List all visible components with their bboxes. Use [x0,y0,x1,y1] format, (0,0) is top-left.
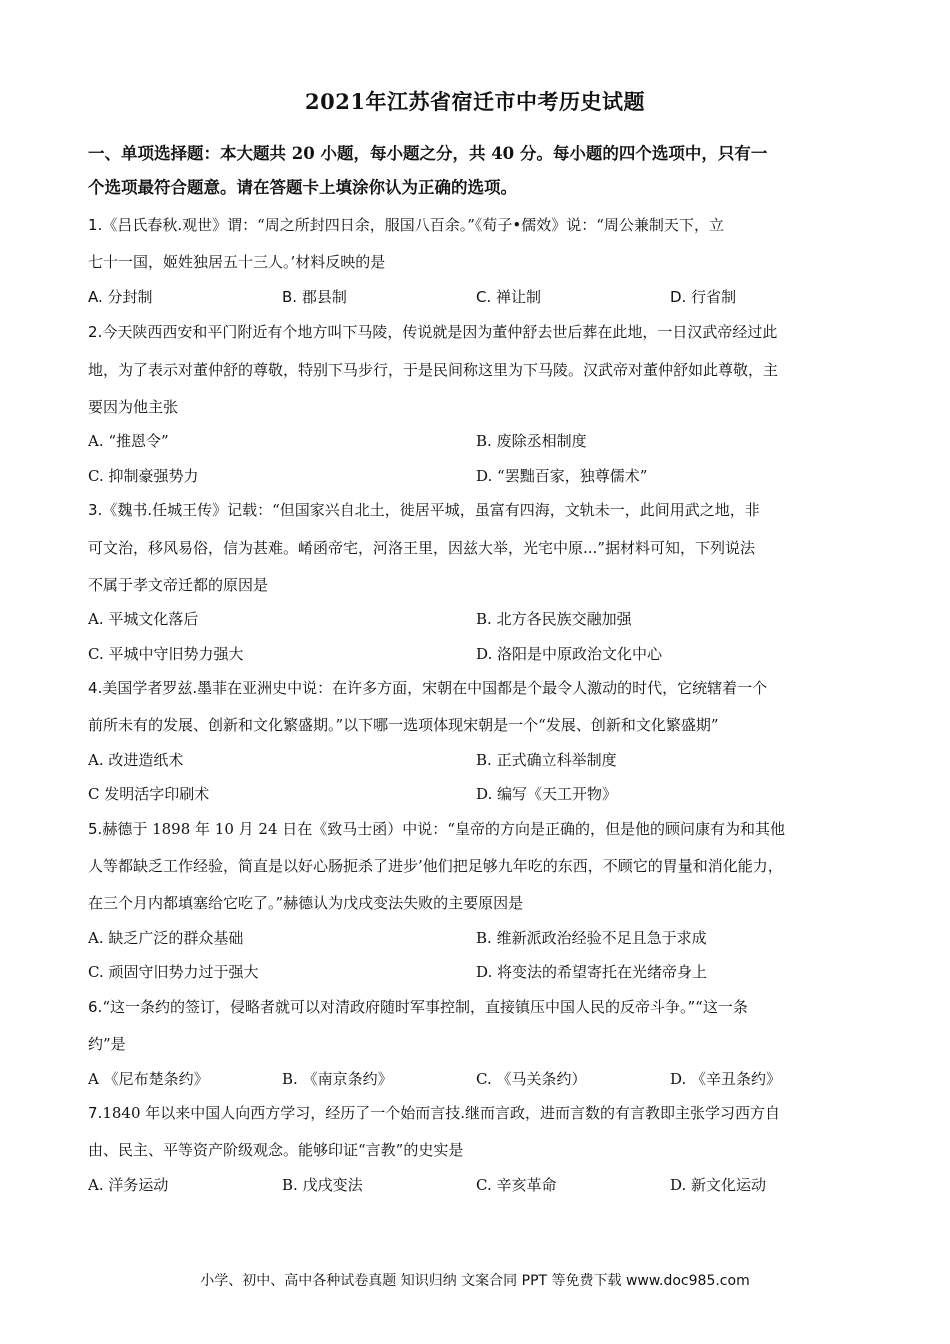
option-a[interactable]: A. 分封制 [88,288,153,306]
question-number: 6. [88,998,103,1016]
question-text: 《吕氏春秋.观世》谓：“周之所封四日余，服国八百余。”《荀子•儒效》说：“周公兼制天下，立 [102,216,724,234]
question-number: 3. [88,501,103,519]
option-a[interactable]: A 《尼布楚条约》 [88,1070,209,1088]
footer-link[interactable]: 小学、初中、高中各种试卷真题 知识归纳 文案合同 PPT 等免费下载 www.doc985.com [200,1273,750,1289]
option-d[interactable]: D. 洛阳是中原政治文化中心 [476,645,663,663]
question-7-line-1 [88,1102,780,1123]
option-d[interactable]: D. 行省制 [670,288,737,306]
option-d[interactable]: D. 将变法的希望寄托在光绪帝身上 [476,963,708,981]
question-3-line-1 [88,499,760,520]
option-b[interactable]: B. 废除丞相制度 [476,432,587,450]
option-c[interactable]: C 发明活字印刷术 [88,785,210,803]
question-text: 美国学者罗兹.墨菲在亚洲史中说：在许多方面，宋朝在中国都是个最令人激动的时代，它统辖着一个 [102,679,768,697]
question-number: 2. [88,323,103,341]
question-4-line-2: 前所未有的发展、创新和文化繁盛期。”以下哪一选项体现宋朝是一个“发展、创新和文化繁盛期” [88,716,719,734]
option-d[interactable]: D. 《辛丑条约》 [670,1070,782,1088]
question-5-line-1 [88,818,785,839]
question-text: 1840 年以来中国人向西方学习，经历了一个始而言技.继而言政，进而言数的有言教即主张学习西方自 [102,1104,781,1122]
question-text: 今天陕西西安和平门附近有个地方叫下马陵，传说就是因为董仲舒去世后葬在此地，一日汉武帝经过此 [102,323,778,341]
option-c[interactable]: C. 禅让制 [476,288,542,306]
option-c[interactable]: C. 《马关条约） [476,1070,587,1088]
question-2-line-3: 要因为他主张 [88,398,179,416]
option-b[interactable]: B. 维新派政治经验不足且急于求成 [476,929,707,947]
question-number: 7. [88,1104,103,1122]
question-3-line-2: 可文治，移风易俗，信为甚难。崤函帝宅，河洛王里，因兹大举，光宅中原...”据材料可知，下列说法 [88,539,755,557]
question-1-line-2: 七十一国，姬姓独居五十三人。’材料反映的是 [88,253,386,271]
question-3-line-3: 不属于孝文帝迁都的原因是 [88,576,269,594]
question-number: 5. [88,820,103,838]
question-number: 1. [88,216,103,234]
question-5-line-2: 人等都缺乏工作经验，简直是以好心肠扼杀了进步’他们把足够九年吃的东西，不顾它的胃量和消化能力， [88,857,783,875]
section-heading-line-2: 个选项最符合题意。请在答题卡上填涂你认为正确的选项。 [88,178,517,197]
option-c[interactable]: C. 辛亥革命 [476,1176,557,1194]
question-5-line-3: 在三个月内都填塞给它吃了。”赫德认为戊戌变法失败的主要原因是 [88,894,524,912]
question-text: 《魏书.任城王传》记载：“但国家兴自北土，徙居平城，虽富有四海，文轨未一，此间用武之地，非 [102,501,760,519]
option-d[interactable]: D. “罢黜百家，独尊儒术” [476,467,648,485]
question-6-line-1 [88,996,748,1017]
question-text: “这一条约的签订，侵略者就可以对清政府随时军事控制，直接镇压中国人民的反帝斗争。”“这一条 [102,998,748,1016]
question-2-line-2: 地，为了表示对董仲舒的尊敬，特别下马步行，于是民间称这里为下马陵。汉武帝对董仲舒如此尊敬，主 [88,361,779,379]
section-heading-line-1: 一、单项选择题：本大题共 20 小题，每小题之分，共 40 分。每小题的四个选项中，只有一 [88,144,768,163]
option-b[interactable]: B. 戊戌变法 [282,1176,363,1194]
question-7-line-2: 由、民主、平等资产阶级观念。能够印证“言教”的史实是 [88,1141,464,1159]
option-c[interactable]: C. 平城中守旧势力强大 [88,645,244,663]
option-d[interactable]: D. 编写《天工开物》 [476,785,618,803]
question-2-line-1 [88,321,777,342]
question-text: 赫德于 1898 年 10 月 24 日在《致马士函）中说：“皇帝的方向是正确的，但是他的顾问康有为和其他 [102,820,785,838]
option-a[interactable]: A. “推恩令” [88,432,169,450]
option-a[interactable]: A. 缺乏广泛的群众基础 [88,929,244,947]
question-1-line-1 [88,214,724,235]
option-a[interactable]: A. 平城文化落后 [88,610,199,628]
option-a[interactable]: A. 改进造纸术 [88,751,184,769]
question-number: 4. [88,679,103,697]
page-title: 2021年江苏省宿迁市中考历史试题 [305,89,645,114]
option-b[interactable]: B. 《南京条约》 [282,1070,393,1088]
question-4-line-1 [88,677,767,698]
option-d[interactable]: D. 新文化运动 [670,1176,767,1194]
option-a[interactable]: A. 洋务运动 [88,1176,169,1194]
option-b[interactable]: B. 正式确立科举制度 [476,751,617,769]
option-c[interactable]: C. 抑制豪强势力 [88,467,199,485]
option-b[interactable]: B. 郡县制 [282,288,347,306]
option-c[interactable]: C. 顽固守旧势力过于强大 [88,963,259,981]
option-b[interactable]: B. 北方各民族交融加强 [476,610,632,628]
question-6-line-2: 约”是 [88,1035,126,1053]
